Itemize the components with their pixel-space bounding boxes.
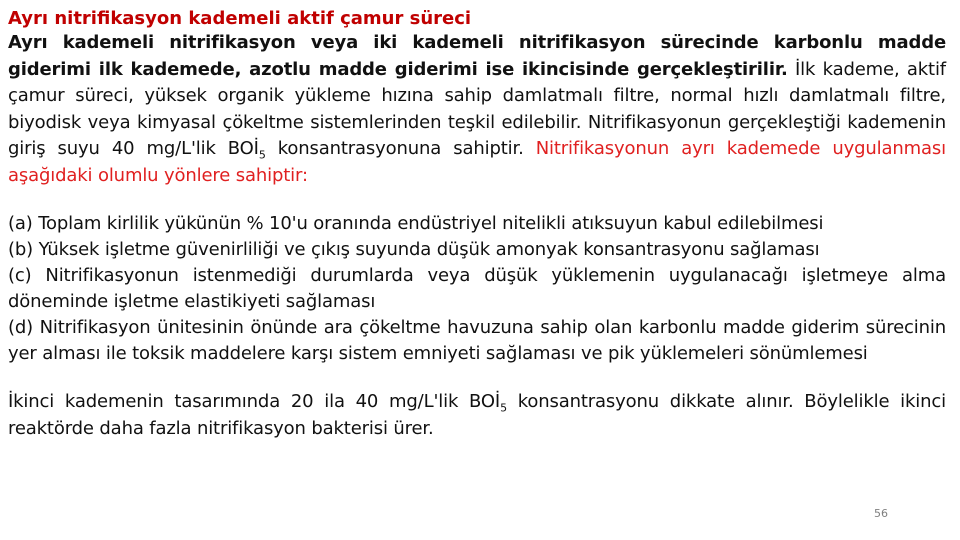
slide-content (8, 8, 946, 442)
intro-text: İlk kademe, aktif çamur süreci, yüksek organik yükleme hızına sahip damlatmalı filtre, normal hızlı damlatmalı filtre, biyodisk veya kimyasal çökeltme sistemlerinden teşkil edilebilir. Nitrifikasyonun gerçekleştiği kademenin giriş suyu 40 mg/L'lik BOİ (8, 58, 946, 159)
closing-paragraph (8, 389, 946, 442)
list-item-c: (c) Nitrifikasyonun istenmediği durumlarda veya düşük yüklemenin uygulanacağı işletmeye alma döneminde işletme elastikiyeti sağlaması (8, 265, 946, 312)
intro-bold-text: Ayrı kademeli nitrifikasyon veya iki kademeli nitrifikasyon sürecinde karbonlu madde giderimi ilk kademede, azotlu madde giderimi ise ikincisinde gerçekleştirilir. (8, 32, 946, 80)
page-number: 56 (874, 507, 888, 520)
slide-title: Ayrı nitrifikasyon kademeli aktif çamur süreci (8, 8, 472, 29)
bod-subscript: 5 (258, 148, 266, 162)
intro-paragraph (8, 30, 946, 189)
closing-text-continued: konsantrasyonu dikkate alınır. Böylelikle ikinci reaktörde daha fazla nitrifikasyon bakterisi ürer. (8, 391, 947, 439)
advantages-list (8, 211, 946, 367)
list-item-b: (b) Yüksek işletme güvenirliliği ve çıkış suyunda düşük amonyak konsantrasyonu sağlaması (8, 239, 820, 260)
list-item-a: (a) Toplam kirlilik yükünün % 10'u oranında endüstriyel nitelikli atıksuyun kabul edilebilmesi (8, 213, 824, 234)
closing-text: İkinci kademenin tasarımında 20 ila 40 mg/L'lik BOİ (8, 391, 501, 412)
list-item-d: (d) Nitrifikasyon ünitesinin önünde ara çökeltme havuzuna sahip olan karbonlu madde giderim sürecinin yer alması ile toksik maddelere karşı sistem emniyeti sağlaması ve pik yüklemeleri sönümlemesi (8, 317, 946, 364)
closing-bod-subscript: 5 (500, 401, 507, 415)
intro-text-continued: konsantrasyonuna sahiptir. (265, 138, 536, 159)
intro-highlight-text: Nitrifikasyonun ayrı kademede uygulanması aşağıdaki olumlu yönlere sahiptir: (8, 138, 946, 186)
